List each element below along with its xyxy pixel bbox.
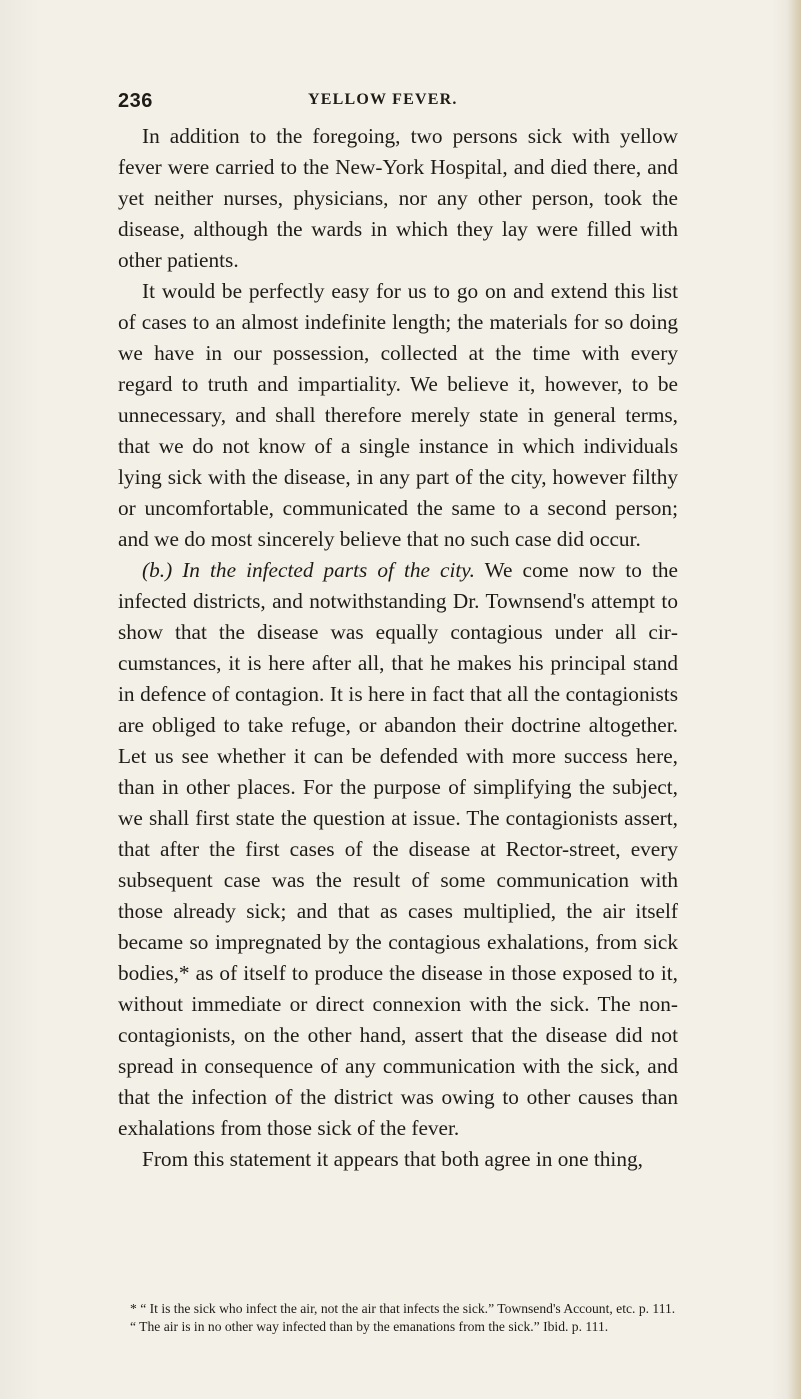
page-header xyxy=(118,90,678,120)
section-text: We come now to the infected districts, and notwithstanding Dr. Townsend's attempt to show that the disease was equally contagious under all circumstances, it is here after all, that he makes his principal stand in defence of contagion. It is here in fact that all the contagionists are obliged to take refuge, or abandon their doctrine altogether. Let us see whether it can be defended with more success here, than in other places. For the purpose of simplifying the subject, we shall first state the question at issue. The contagionists assert, that after the first cases of the disease at Rector-street, every subsequent case was the result of some communication with those already sick; and that as cases multiplied, the air itself became so impregnated by the contagious exhalations, from sick bodies,* as of itself to produce the disease in those exposed to it, without immediate or direct connexion with the sick. The non-contagionists, on the other hand, assert that the disease did not spread in consequence of any communication with the sick, and that the infection of the district was owing to other causes than exhalations from those sick of the fever. xyxy=(118,558,678,1140)
footnotes xyxy=(118,1300,678,1335)
section-label: (b.) xyxy=(142,558,173,582)
page-edge-shadow xyxy=(787,0,801,1399)
footnote-townsend: * “ It is the sick who infect the air, not the air that infects the sick.” Townsend's Account, etc. p. 111. xyxy=(130,1301,676,1316)
section-heading: In the infected parts of the city. xyxy=(182,558,475,582)
paragraph-indefinite-list: It would be perfectly easy for us to go on and extend this list of cases to an almost indefinite length; the materials for so doing we have in our possession, collected at the time with every regard to truth and impartiality. We believe it, however, to be unnecessary, and shall therefore merely state in general terms, that we do not know of a single instance in which individuals lying sick with the disease, in any part of the city, however filthy or uncomfortable, communicated the same to a second person; and we do most sincerely believe that no such case did occur. xyxy=(118,279,678,551)
page-number: 236 xyxy=(118,90,153,112)
body-text xyxy=(118,121,678,1175)
paragraph-infected-parts xyxy=(118,555,678,1144)
footnote-ibid: “ The air is in no other way infected than by the emanations from the sick.” Ibid. p. 111. xyxy=(130,1318,609,1334)
paragraph-statement: From this statement it appears that both agree in one thing, xyxy=(142,1147,643,1171)
paragraph-hospital: In addition to the foregoing, two persons sick with yellow fever were carried to the New-York Hospital, and died there, and yet neither nurses, physicians, nor any other person, took the disease, although the wards in which they lay were filled with other patients. xyxy=(118,124,678,272)
running-head: YELLOW FEVER. xyxy=(308,91,458,108)
